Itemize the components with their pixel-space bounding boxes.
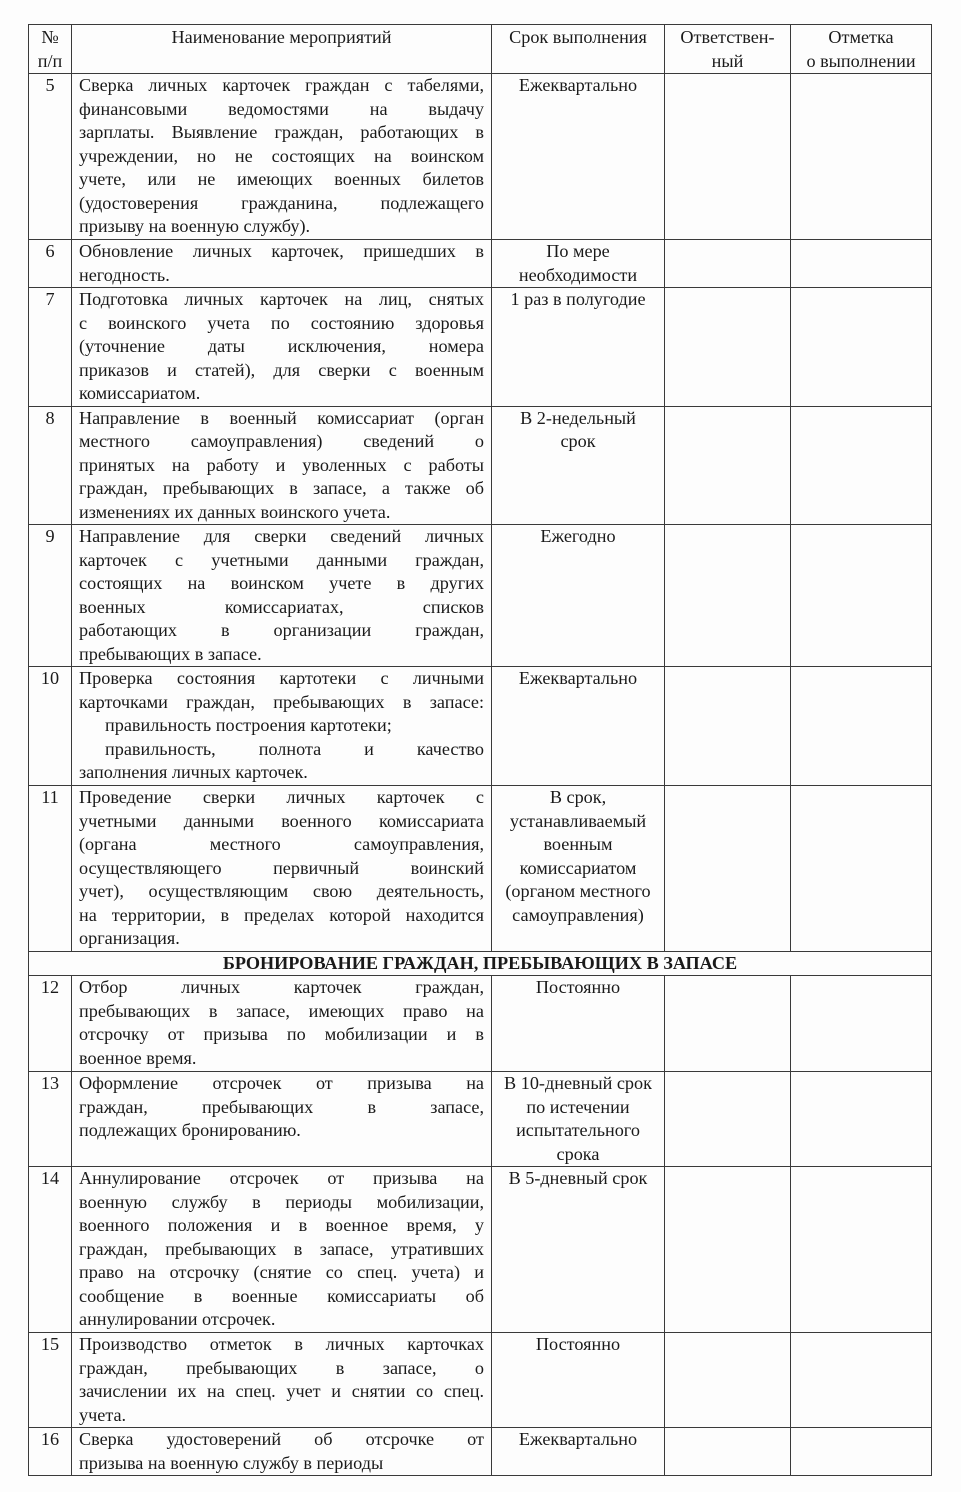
table-row [29,74,932,240]
activity-name-line: Проведение сверки личных карточек с [79,787,484,807]
activity-name-line: учете, или не имеющих военных билетов [79,169,484,189]
completion-mark-cell[interactable] [791,240,932,288]
header-responsible-line1: Ответствен- [680,27,775,47]
deadline [492,288,665,407]
deadline-line: (органом местного [505,881,651,901]
row-number: 9 [29,525,72,667]
activity-name-line: военного положения и в военное время, у [79,1215,484,1235]
deadline-line: В 2-недельный [520,407,636,428]
table-row [29,1167,932,1333]
deadline [492,976,665,1072]
activity-name-line: Сверка удостоверений об отсрочке от [79,1429,484,1449]
activity-name-line: зачислении их на спец. учет и снятии со спец. [79,1381,484,1401]
completion-mark-cell[interactable] [791,288,932,407]
header-name: Наименование мероприятий [72,25,492,74]
table-row [29,288,932,407]
deadline-line: Ежегодно [540,526,616,546]
responsible-cell[interactable] [665,786,791,952]
activity-name-line: отсрочку от призыва по мобилизации и в [79,1024,484,1044]
activity-subitem-line: правильность, полнота и качество [105,738,484,759]
deadline-line: комиссариатом [519,857,637,878]
activity-name-line: Обновление личных карточек, пришедших в [79,241,484,261]
activity-name-line: работающих в организации граждан, [79,620,484,640]
table-row [29,240,932,288]
deadline [492,786,665,952]
completion-mark-cell[interactable] [791,1072,932,1167]
responsible-cell[interactable] [665,1167,791,1333]
completion-mark-cell[interactable] [791,1167,932,1333]
activity-name-line: (удостоверения гражданина, подлежащего [79,192,484,213]
table-row [29,1333,932,1428]
activity-name-line: Направление для сверки сведений личных [79,526,484,546]
section-title: БРОНИРОВАНИЕ ГРАЖДАН, ПРЕБЫВАЮЩИХ В ЗАПАСЕ [29,951,932,976]
deadline-line: по истечении [526,1096,630,1117]
table-row [29,525,932,667]
activity-name-line: (органа местного самоуправления, [79,834,484,854]
completion-mark-cell[interactable] [791,786,932,952]
table-row [29,1428,932,1476]
deadline-line: В 10-дневный срок [504,1073,652,1093]
deadline [492,525,665,667]
responsible-cell[interactable] [665,1428,791,1476]
activity-name-line: граждан, пребывающих в запасе, [79,1096,484,1117]
activity-name-line: Аннулирование отсрочек от призыва на [79,1168,484,1188]
responsible-cell[interactable] [665,1333,791,1428]
activity-name [72,1333,492,1428]
deadline-line: устанавливаемый [509,810,647,831]
deadline-line: Ежеквартально [518,668,638,688]
deadline-line: военным [543,834,613,854]
deadline-line: необходимости [518,264,638,285]
table-row [29,786,932,952]
responsible-cell[interactable] [665,406,791,525]
deadline [492,240,665,288]
activity-name-line: военную службу в периоды мобилизации, [79,1191,484,1212]
activity-name-line: зарплаты. Выявление граждан, работающих в [79,122,484,142]
row-number: 16 [29,1428,72,1476]
deadline-line: Ежеквартально [518,75,638,95]
activity-name-line: призыва на военную службу в периоды [79,1452,384,1473]
completion-mark-cell[interactable] [791,406,932,525]
activity-name-line: на территории, в пределах которой находится [79,904,484,925]
activity-name-line: приказов и статей), для сверки с военным [79,359,484,380]
row-number: 6 [29,240,72,288]
activity-name-line: Проверка состояния картотеки с личными [79,668,484,688]
activity-name-line: финансовыми ведомостями на выдачу [79,98,484,119]
activity-name-line: учет), осуществляющим свою деятельность, [79,881,484,901]
table-header-row [29,25,932,74]
table-row [29,1072,932,1167]
activity-name [72,288,492,407]
activity-name [72,786,492,952]
responsible-cell[interactable] [665,240,791,288]
table-row [29,976,932,1072]
row-number: 14 [29,1167,72,1333]
completion-mark-cell[interactable] [791,525,932,667]
table-row [29,667,932,786]
deadline-line: В 5-дневный срок [508,1168,648,1188]
activity-name-line: Отбор личных карточек граждан, [79,977,484,997]
deadline-line: 1 раз в полугодие [510,289,646,309]
responsible-cell[interactable] [665,525,791,667]
responsible-cell[interactable] [665,976,791,1072]
activity-name [72,525,492,667]
activity-name-line: состоящих на воинском учете в других [79,573,484,593]
row-number: 11 [29,786,72,952]
activity-name-line: подлежащих бронированию. [79,1120,301,1140]
table-row [29,406,932,525]
completion-mark-cell[interactable] [791,1333,932,1428]
header-mark [791,25,932,74]
activity-name-line: Направление в военный комиссариат (орган [79,407,484,428]
deadline-line: срок [560,431,596,451]
activity-name-line: граждан, пребывающих в запасе, а также об [79,478,484,498]
activity-name [72,240,492,288]
activity-name-line: (уточнение даты исключения, номера [79,336,484,356]
header-responsible [665,25,791,74]
activity-name-line: местного самоуправления) сведений о [79,431,484,451]
deadline [492,667,665,786]
responsible-cell[interactable] [665,1072,791,1167]
deadline-line: Постоянно [535,1334,621,1354]
activity-name [72,1167,492,1333]
header-mark-line2: о выполнении [806,50,916,71]
activity-name-line: комиссариатом. [79,383,201,403]
activity-name-line: Производство отметок в личных карточках [79,1334,484,1354]
row-number: 7 [29,288,72,407]
activity-name-line: военных комиссариатах, списков [79,596,484,617]
activity-name-line: сообщение в военные комиссариаты об [79,1285,484,1306]
activity-name [72,1072,492,1167]
header-responsible-line2: ный [711,50,744,71]
responsible-cell[interactable] [665,288,791,407]
deadline-line: Постоянно [535,977,621,997]
activity-name-line: заполнения личных карточек. [79,762,308,782]
responsible-cell[interactable] [665,74,791,240]
activity-name-line: граждан, пребывающих в запасе, утративших [79,1238,484,1259]
activity-name-line: негодность. [79,264,170,285]
row-number: 12 [29,976,72,1072]
deadline-line: испытательного [516,1120,640,1140]
activity-name-line: карточек с учетными данными граждан, [79,549,484,570]
activity-name-line: право на отсрочку (снятие со спец. учета) и [79,1262,484,1282]
responsible-cell[interactable] [665,667,791,786]
deadline [492,1072,665,1167]
activity-name-line: карточками граждан, пребывающих в запасе: [79,691,484,712]
activity-name-line: учетными данными военного комиссариата [79,810,484,831]
activity-name-line: Оформление отсрочек от призыва на [79,1073,484,1093]
row-number: 15 [29,1333,72,1428]
activity-name-line: аннулировании отсрочек. [79,1309,276,1329]
activity-name-line: пребывающих в запасе. [79,643,262,664]
activity-name-line: учреждении, но не состоящих на воинском [79,145,484,166]
header-term: Срок выполнения [492,25,665,74]
header-num [29,25,72,74]
deadline-line: срока [556,1143,600,1164]
completion-mark-cell[interactable] [791,1428,932,1476]
deadline-line: самоуправления) [512,904,644,925]
row-number: 13 [29,1072,72,1167]
activity-name [72,406,492,525]
row-number: 8 [29,406,72,525]
header-num-line1: № [41,27,59,47]
activity-name-line: военное время. [79,1047,197,1068]
activity-name [72,74,492,240]
row-number: 10 [29,667,72,786]
section-header-row [29,951,932,976]
activities-table [28,24,932,1476]
deadline [492,74,665,240]
header-mark-line1: Отметка [828,27,894,47]
activity-name-line: осуществляющего первичный воинский [79,857,484,878]
deadline-line: Ежеквартально [518,1429,638,1449]
activity-name [72,1428,492,1476]
deadline [492,406,665,525]
activity-name-line: с воинского учета по состоянию здоровья [79,312,484,333]
document-page [28,24,932,1476]
activity-name-line: призыву на военную службу). [79,216,311,236]
activity-subitem-line: правильность построения картотеки; [105,715,392,735]
completion-mark-cell[interactable] [791,74,932,240]
completion-mark-cell[interactable] [791,667,932,786]
activity-name-line: пребывающих в запасе, имеющих право на [79,1000,484,1021]
activity-name-line: принятых на работу и уволенных с работы [79,454,484,475]
activity-name-line: организация. [79,928,180,948]
deadline-line: По мере [546,241,610,261]
row-number: 5 [29,74,72,240]
activity-name-line: изменениях их данных воинского учета. [79,501,391,522]
activity-name-line: Сверка личных карточек граждан с табелями, [79,75,484,95]
deadline [492,1167,665,1333]
header-num-line2: п/п [37,50,63,71]
activity-name [72,976,492,1072]
activity-name [72,667,492,786]
deadline-line: В срок, [549,787,607,807]
activity-name-line: Подготовка личных карточек на лиц, снятых [79,289,484,309]
activity-name-line: учета. [79,1404,127,1425]
deadline [492,1428,665,1476]
completion-mark-cell[interactable] [791,976,932,1072]
deadline [492,1333,665,1428]
activity-name-line: граждан, пребывающих в запасе, о [79,1357,484,1378]
